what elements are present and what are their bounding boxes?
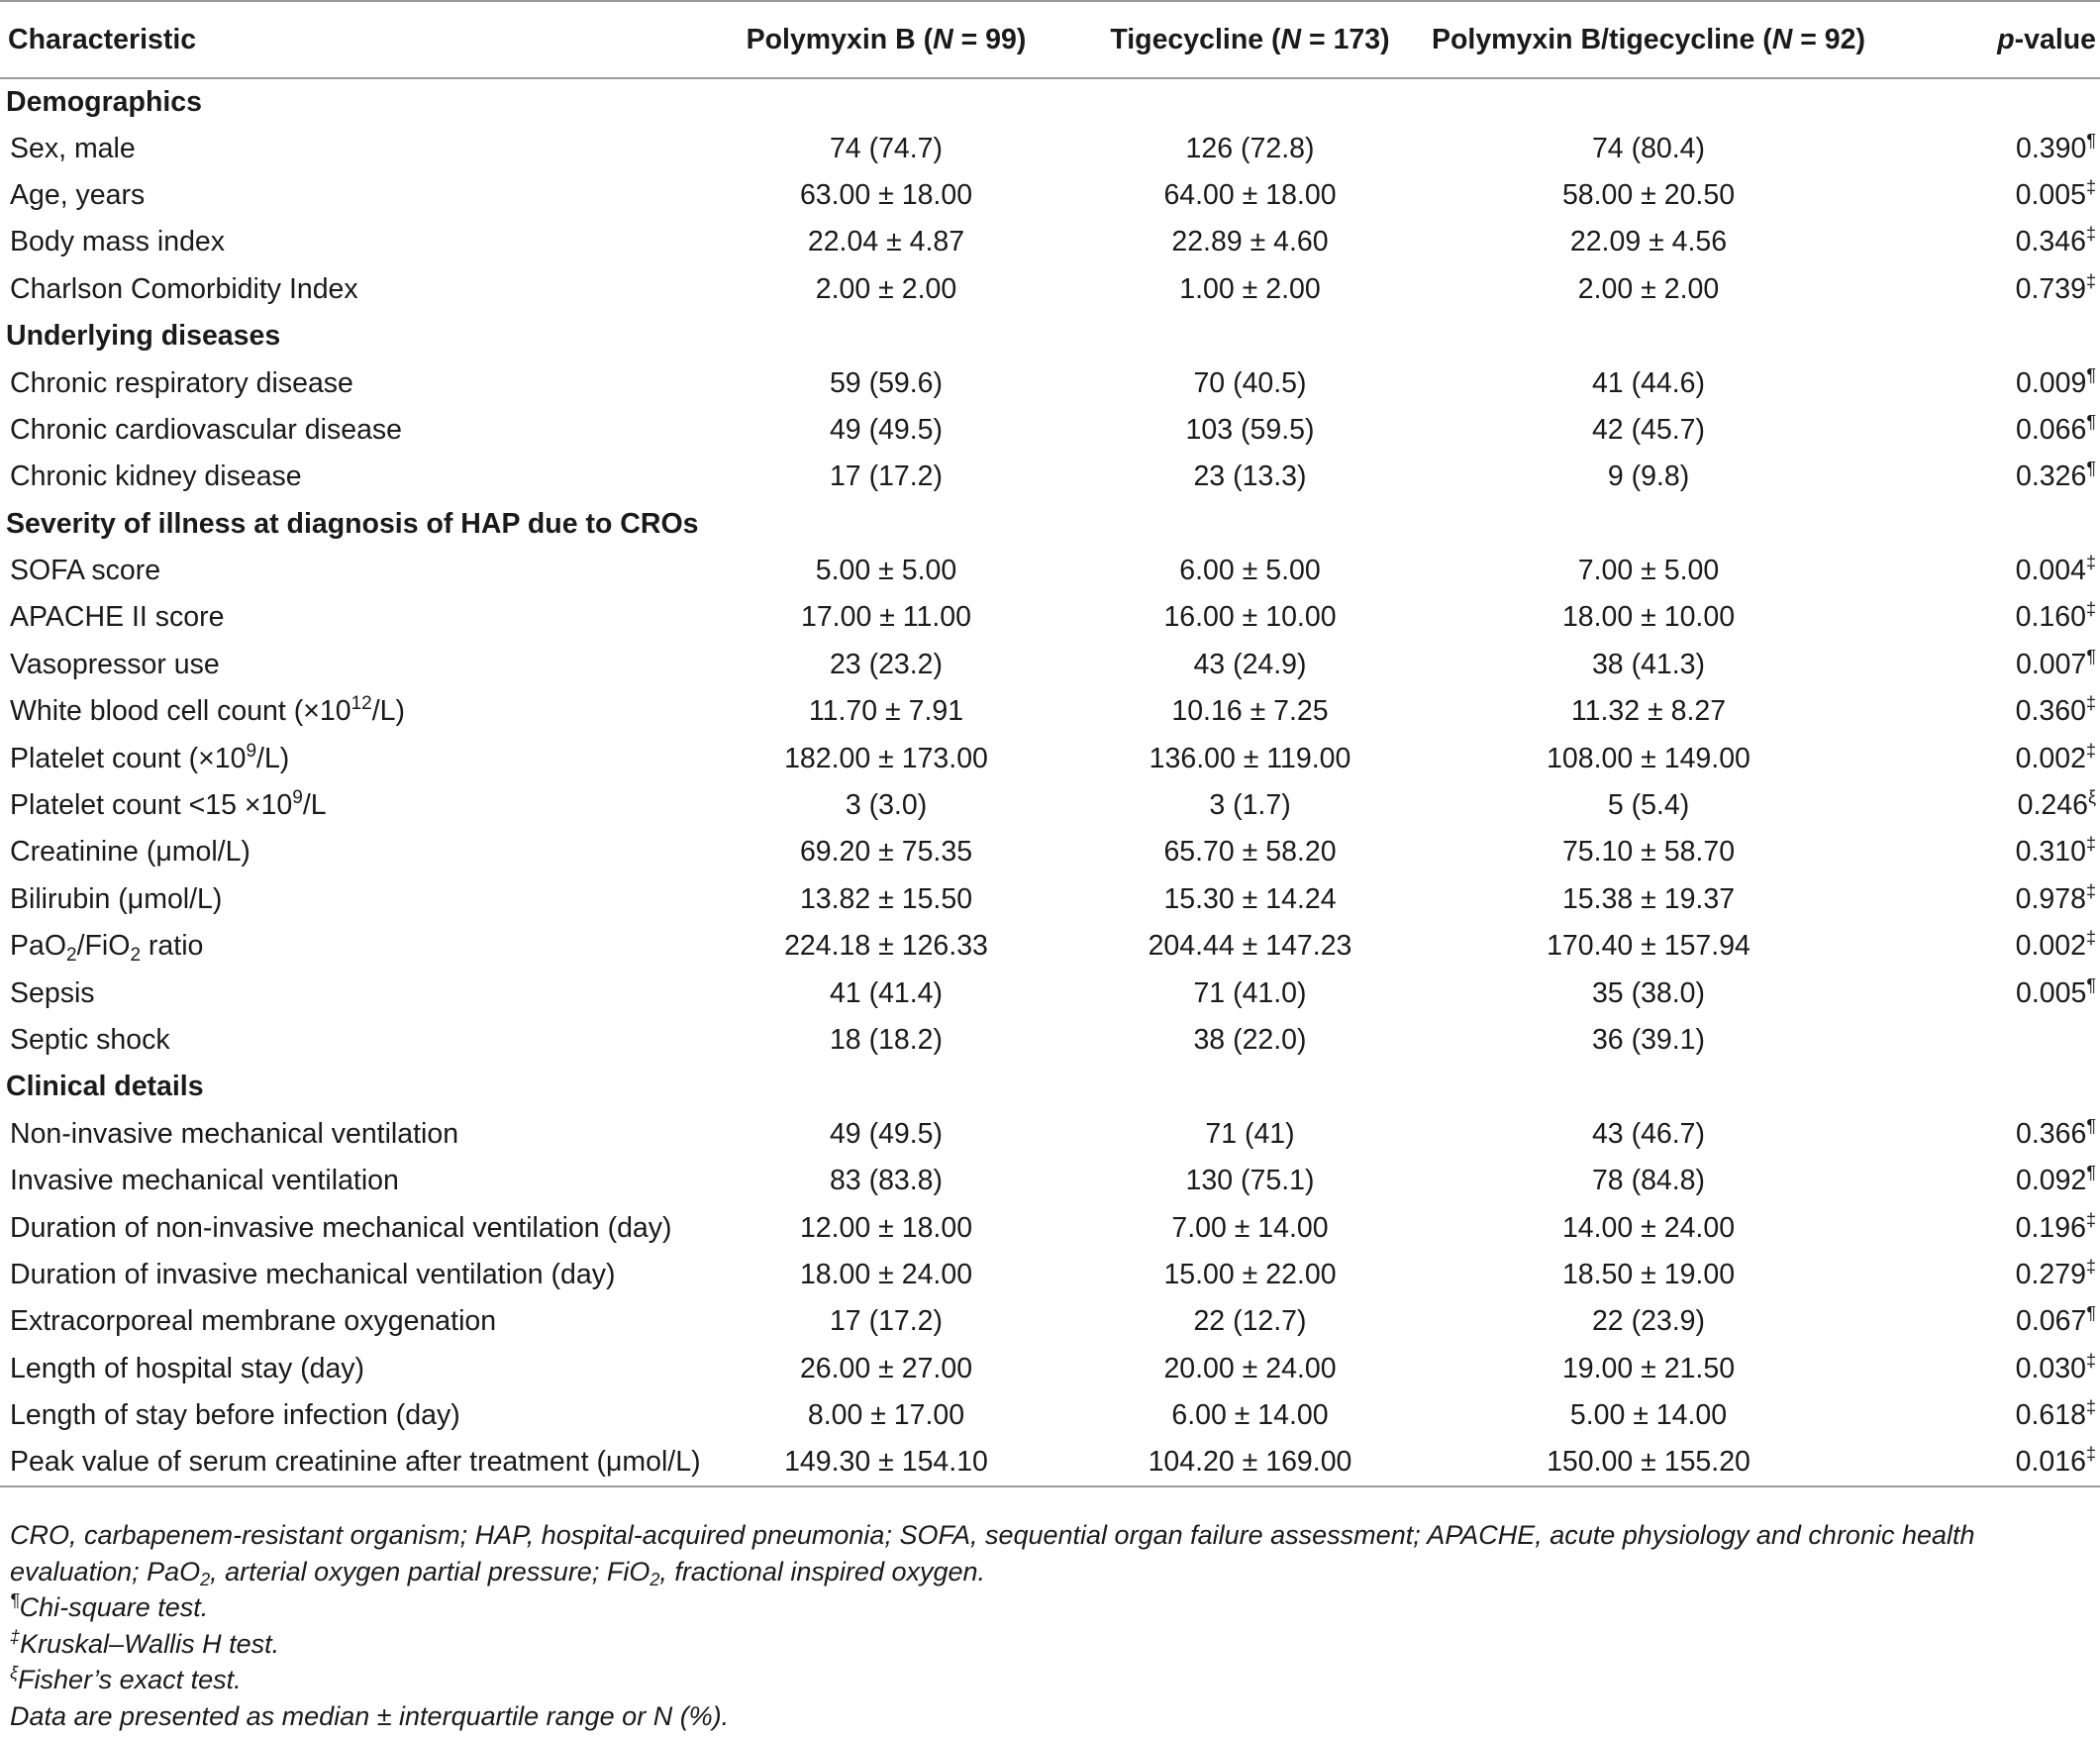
cell-p-value [1871, 1017, 2100, 1064]
cell-combination: 11.32 ± 8.27 [1570, 695, 1727, 728]
p-value-text: 0.092 [2016, 1165, 2087, 1197]
row-label: Age, years [10, 178, 146, 211]
header-combination-n: 92 [1824, 23, 1856, 55]
p-value-text: 0.360 [2015, 695, 2086, 728]
cell-polymyxin-b: 13.82 ± 15.50 [799, 882, 973, 915]
footnote-mark: ¶ [2086, 1163, 2096, 1183]
cell-tigecycline: 64.00 ± 18.00 [1163, 178, 1337, 211]
footnote-subscript: 2 [200, 1569, 211, 1589]
footnote-mark: ‡ [2085, 928, 2096, 949]
footnote-mark: ‡ [2085, 880, 2096, 901]
footnote-mark: ξ [10, 1663, 19, 1684]
cell-tigecycline: 130 (75.1) [1185, 1165, 1315, 1197]
cell-combination: 22.09 ± 4.56 [1569, 226, 1728, 258]
p-value-text: 0.030 [2015, 1352, 2086, 1384]
cell-combination: 42 (45.7) [1591, 413, 1706, 446]
cell-combination: 5 (5.4) [1607, 789, 1690, 822]
cell-p-value [1871, 1158, 2100, 1204]
cell-polymyxin-b: 11.70 ± 7.91 [808, 695, 964, 728]
cell-polymyxin-b: 8.00 ± 17.00 [807, 1399, 965, 1432]
cell-p-value [1871, 1298, 2100, 1345]
footnote-mark: ‡ [2085, 1350, 2096, 1371]
footnote-data-note: Data are presented as median ± interquartile range or N (%). [10, 1700, 730, 1731]
footnote-mark: ‡ [2085, 176, 2096, 197]
row-label: Septic shock [10, 1024, 170, 1056]
n-symbol: N [1280, 23, 1302, 55]
table-row [0, 125, 2100, 171]
p-value-text: 0.005 [2016, 976, 2087, 1009]
label-text: White blood cell count (×10 [10, 695, 351, 728]
label-text: Platelet count (×10 [10, 742, 247, 774]
cell-combination: 75.10 ± 58.70 [1561, 836, 1736, 869]
footnote-kruskal [10, 1626, 2094, 1663]
cell-p-value [1871, 1252, 2100, 1298]
cell-polymyxin-b: 182.00 ± 173.00 [784, 742, 988, 774]
cell-combination: 2.00 ± 2.00 [1577, 272, 1720, 305]
cell-tigecycline: 104.20 ± 169.00 [1074, 1439, 1426, 1485]
p-value-text: 0.618 [2015, 1399, 2086, 1432]
cell-p-value [1871, 454, 2100, 500]
row-label: Creatinine (μmol/L) [10, 836, 250, 869]
footnote-chi-square [10, 1589, 2094, 1626]
cell-polymyxin-b: 41 (41.4) [829, 976, 944, 1009]
p-value-text: 0.007 [2016, 648, 2087, 680]
cell-combination: 18.50 ± 19.00 [1561, 1258, 1736, 1290]
header-row [0, 1, 2100, 78]
row-label: Length of hospital stay (day) [10, 1352, 365, 1384]
cell-tigecycline: 70 (40.5) [1193, 366, 1307, 399]
row-label: APACHE II score [10, 601, 225, 634]
table-row [0, 923, 2100, 970]
footnote-mark: ¶ [2086, 974, 2096, 995]
cell-polymyxin-b: 23 (23.2) [829, 648, 944, 680]
cell-polymyxin-b: 18.00 ± 24.00 [799, 1258, 973, 1290]
cell-tigecycline: 3 (1.7) [1209, 789, 1291, 822]
cell-p-value [1871, 1439, 2100, 1485]
table-row [0, 172, 2100, 219]
section-row [0, 313, 2100, 359]
cell-combination: 36 (39.1) [1591, 1024, 1706, 1056]
cell-combination: 170.40 ± 157.94 [1547, 930, 1750, 963]
p-value-text: 0.016 [2015, 1446, 2086, 1479]
p-value-text: 0.326 [2016, 460, 2087, 493]
cell-tigecycline: 6.00 ± 14.00 [1171, 1399, 1329, 1432]
cell-combination: 58.00 ± 20.50 [1561, 178, 1736, 211]
header-combination-name: Polymyxin B/tigecycline [1432, 23, 1755, 55]
label-subscript: 2 [130, 945, 142, 967]
n-symbol: N [1771, 23, 1793, 55]
row-label: SOFA score [10, 555, 161, 587]
cell-polymyxin-b: 17 (17.2) [829, 460, 944, 493]
header-p-value [1871, 1, 2100, 78]
footnote-mark: ‡ [2085, 599, 2096, 620]
cell-combination: 150.00 ± 155.20 [1426, 1439, 1871, 1485]
label-text: Platelet count <15 ×10 [10, 789, 293, 822]
cell-combination: 5.00 ± 14.00 [1569, 1399, 1728, 1432]
cell-p-value [1871, 970, 2100, 1016]
cell-p-value [1871, 829, 2100, 875]
footnote-mark: ‡ [2085, 270, 2096, 291]
cell-p-value [1871, 1111, 2100, 1158]
footnote-text: , arterial oxygen partial pressure; FiO [210, 1556, 650, 1586]
p-italic: p [1997, 23, 2015, 55]
label-text: ratio [141, 930, 204, 963]
cell-polymyxin-b: 59 (59.6) [829, 366, 944, 399]
p-value-text: 0.978 [2015, 882, 2086, 915]
cell-polymyxin-b: 74 (74.7) [829, 132, 944, 164]
cell-polymyxin-b: 5.00 ± 5.00 [815, 555, 957, 587]
footnote-mark: ¶ [10, 1590, 20, 1611]
p-value-text: 0.390 [2016, 132, 2087, 164]
cell-polymyxin-b: 224.18 ± 126.33 [784, 930, 988, 963]
footnote-mark: ‡ [2085, 553, 2096, 573]
p-value-text: 0.002 [2015, 930, 2086, 963]
header-characteristic: Characteristic [0, 1, 698, 78]
cell-polymyxin-b: 26.00 ± 27.00 [799, 1352, 973, 1384]
footnote-text: Fisher’s exact test. [18, 1665, 242, 1695]
row-label: Chronic cardiovascular disease [10, 413, 403, 446]
label-exponent: 12 [350, 693, 372, 715]
cell-polymyxin-b: 49 (49.5) [829, 1117, 944, 1150]
table-row [0, 1439, 2100, 1485]
cell-p-value [1871, 642, 2100, 688]
cell-p-value [1871, 923, 2100, 970]
cell-combination: 19.00 ± 21.50 [1561, 1352, 1736, 1384]
table-row [0, 1392, 2100, 1439]
table-row [0, 407, 2100, 454]
cell-p-value [1871, 1392, 2100, 1439]
table-row [0, 1252, 2100, 1298]
footnote-mark: ‡ [2085, 740, 2096, 761]
footnote-mark: ‡ [2085, 1444, 2096, 1465]
p-value-text: 0.004 [2015, 555, 2086, 587]
table-row [0, 1158, 2100, 1204]
header-polymyxin-b-name: Polymyxin B [746, 23, 916, 55]
footnote-mark: ‡ [2085, 1256, 2096, 1277]
cell-tigecycline: 65.70 ± 58.20 [1163, 836, 1337, 869]
footnote-mark: ¶ [2086, 646, 2096, 666]
footnote-text: CRO, carbapenem-resistant organism; HAP, hospital-acquired pneumonia; SOFA, sequential organ failure assessment; APACHE, acute physiology and chronic health evaluation; PaO [10, 1520, 1975, 1586]
cell-p-value [1871, 735, 2100, 781]
table-row [0, 782, 2100, 829]
cell-tigecycline: 43 (24.9) [1193, 648, 1307, 680]
cell-combination: 38 (41.3) [1591, 648, 1706, 680]
cell-p-value [1871, 782, 2100, 829]
cell-combination: 43 (46.7) [1591, 1117, 1706, 1150]
cell-polymyxin-b: 12.00 ± 18.00 [799, 1211, 973, 1244]
section-row [0, 501, 2100, 548]
cell-polymyxin-b: 3 (3.0) [845, 789, 928, 822]
cell-polymyxin-b: 63.00 ± 18.00 [799, 178, 973, 211]
table-row [0, 1204, 2100, 1251]
label-text: /FiO [76, 930, 131, 963]
table-row [0, 548, 2100, 594]
cell-polymyxin-b: 83 (83.8) [829, 1165, 944, 1197]
footnote-fisher [10, 1662, 2094, 1698]
table-row [0, 1346, 2100, 1392]
row-label: Duration of non-invasive mechanical ventilation (day) [10, 1211, 672, 1244]
cell-combination: 74 (80.4) [1591, 132, 1706, 164]
table-row [0, 594, 2100, 641]
table-row [0, 266, 2100, 313]
label-text: /L [302, 789, 327, 822]
cell-combination: 15.38 ± 19.37 [1561, 882, 1736, 915]
section-severity: Severity of illness at diagnosis of HAP due to CROs [6, 507, 699, 540]
table-row [0, 688, 2100, 735]
header-tigecycline-n: 173 [1333, 23, 1381, 55]
header-tigecycline: Tigecycline (N = 173) [1074, 1, 1426, 78]
footnote-mark: ξ [2087, 787, 2096, 808]
cell-tigecycline: 38 (22.0) [1193, 1024, 1307, 1056]
cell-combination: 108.00 ± 149.00 [1547, 742, 1750, 774]
cell-polymyxin-b: 17.00 ± 11.00 [800, 601, 971, 634]
section-demographics: Demographics [6, 85, 202, 118]
cell-tigecycline: 15.30 ± 14.24 [1163, 882, 1337, 915]
row-label: Length of stay before infection (day) [10, 1399, 460, 1432]
footnote-subscript: 2 [650, 1569, 660, 1589]
cell-combination: 7.00 ± 5.00 [1577, 555, 1720, 587]
footnote-mark: ‡ [10, 1626, 21, 1647]
cell-combination: 35 (38.0) [1591, 976, 1706, 1009]
cell-combination: 9 (9.8) [1607, 460, 1690, 493]
cell-tigecycline: 22.89 ± 4.60 [1171, 226, 1329, 258]
row-label [0, 735, 698, 781]
p-value-text: 0.067 [2016, 1305, 2087, 1338]
section-row [0, 1064, 2100, 1110]
p-value-text: 0.160 [2015, 601, 2086, 634]
row-label [0, 782, 698, 829]
footnote-mark: ‡ [2085, 834, 2096, 855]
table-row [0, 1017, 2100, 1064]
footnote-mark: ‡ [2085, 224, 2096, 245]
label-text: /L) [256, 742, 290, 774]
footnote-mark: ¶ [2086, 1303, 2096, 1324]
cell-tigecycline: 15.00 ± 22.00 [1163, 1258, 1337, 1290]
cell-tigecycline: 10.16 ± 7.25 [1171, 695, 1329, 728]
footnote-mark: ¶ [2086, 411, 2096, 432]
cell-tigecycline: 6.00 ± 5.00 [1179, 555, 1321, 587]
table-footnotes [10, 1517, 2094, 1735]
section-clinical-details: Clinical details [6, 1071, 204, 1103]
table-row [0, 876, 2100, 923]
footnote-mark: ‡ [2085, 1397, 2096, 1418]
cell-tigecycline: 16.00 ± 10.00 [1163, 601, 1337, 634]
table-row [0, 970, 2100, 1016]
cell-p-value [1871, 876, 2100, 923]
table-row [0, 642, 2100, 688]
cell-tigecycline: 71 (41.0) [1193, 976, 1307, 1009]
cell-tigecycline: 71 (41) [1205, 1117, 1295, 1150]
p-value-text: 0.739 [2015, 272, 2086, 305]
cell-tigecycline: 136.00 ± 119.00 [1149, 742, 1351, 774]
header-combination: Polymyxin B/tigecycline (N = 92) [1426, 1, 1871, 78]
row-label: Extracorporeal membrane oxygenation [10, 1305, 497, 1338]
footnote-mark: ‡ [2085, 693, 2096, 714]
p-value-text: 0.279 [2015, 1258, 2086, 1290]
p-value-text: 0.310 [2015, 836, 2086, 869]
p-value-text: 0.246 [2017, 789, 2088, 822]
footnote-mark: ¶ [2086, 1115, 2096, 1136]
cell-tigecycline: 1.00 ± 2.00 [1179, 272, 1321, 305]
footnote-mark: ¶ [2086, 364, 2096, 385]
label-exponent: 9 [292, 787, 303, 809]
footnote-text: Chi-square test. [19, 1592, 209, 1623]
row-label [0, 923, 698, 970]
cell-p-value [1871, 359, 2100, 406]
cell-polymyxin-b: 2.00 ± 2.00 [815, 272, 957, 305]
header-tigecycline-name: Tigecycline [1110, 23, 1264, 55]
row-label: Vasopressor use [10, 648, 220, 680]
cell-p-value [1871, 172, 2100, 219]
table-row [0, 1298, 2100, 1345]
cell-p-value [1871, 594, 2100, 641]
footnote-mark: ¶ [2086, 459, 2096, 479]
row-label: Charlson Comorbidity Index [10, 272, 358, 305]
cell-polymyxin-b: 149.30 ± 154.10 [698, 1439, 1074, 1485]
cell-combination: 14.00 ± 24.00 [1561, 1211, 1736, 1244]
row-label: Invasive mechanical ventilation [10, 1165, 399, 1197]
footnote-mark: ‡ [2085, 1209, 2096, 1230]
cell-tigecycline: 23 (13.3) [1193, 460, 1307, 493]
p-value-text: 0.366 [2016, 1117, 2087, 1150]
cell-polymyxin-b: 17 (17.2) [829, 1305, 944, 1338]
section-underlying-diseases: Underlying diseases [6, 320, 281, 353]
table-row [0, 219, 2100, 265]
label-text: /L) [371, 695, 405, 728]
p-value-text: 0.002 [2015, 742, 2086, 774]
cell-polymyxin-b: 18 (18.2) [829, 1024, 944, 1056]
p-value-text: 0.066 [2016, 413, 2087, 446]
cell-combination: 18.00 ± 10.00 [1561, 601, 1736, 634]
section-row [0, 78, 2100, 125]
cell-p-value [1871, 219, 2100, 265]
table-row [0, 1111, 2100, 1158]
cell-tigecycline: 20.00 ± 24.00 [1163, 1352, 1337, 1384]
cell-p-value [1871, 688, 2100, 735]
p-rest: -value [2014, 23, 2096, 55]
cell-p-value [1871, 407, 2100, 454]
cell-tigecycline: 103 (59.5) [1185, 413, 1315, 446]
row-label: Non-invasive mechanical ventilation [10, 1117, 459, 1150]
header-polymyxin-b-n: 99 [985, 23, 1017, 55]
cell-polymyxin-b: 49 (49.5) [829, 413, 944, 446]
p-value-text: 0.005 [2015, 178, 2086, 211]
p-value-text: 0.009 [2016, 366, 2087, 399]
cell-p-value [1871, 125, 2100, 171]
table-row [0, 359, 2100, 406]
row-label: Body mass index [10, 226, 226, 258]
row-label: Sex, male [10, 132, 136, 164]
row-label: Duration of invasive mechanical ventilation (day) [10, 1258, 616, 1290]
p-value-text: 0.346 [2015, 226, 2086, 258]
n-symbol: N [933, 23, 953, 55]
table-row [0, 454, 2100, 500]
cell-tigecycline: 126 (72.8) [1185, 132, 1315, 164]
row-label: Chronic respiratory disease [10, 366, 353, 399]
row-label: Sepsis [10, 976, 95, 1009]
footnote-mark: ¶ [2086, 130, 2096, 151]
label-exponent: 9 [246, 740, 257, 762]
cell-combination: 78 (84.8) [1591, 1165, 1706, 1197]
cell-p-value [1871, 548, 2100, 594]
cell-tigecycline: 204.44 ± 147.23 [1148, 930, 1352, 963]
table-row [0, 829, 2100, 875]
cell-tigecycline: 22 (12.7) [1193, 1305, 1307, 1338]
footnote-abbreviations [10, 1517, 2094, 1589]
cell-p-value [1871, 266, 2100, 313]
cell-polymyxin-b: 22.04 ± 4.87 [807, 226, 965, 258]
p-value-text: 0.196 [2015, 1211, 2086, 1244]
row-label: Bilirubin (μmol/L) [10, 882, 223, 915]
row-label: Chronic kidney disease [10, 460, 302, 493]
cell-combination: 41 (44.6) [1591, 366, 1706, 399]
row-label: Peak value of serum creatinine after treatment (μmol/L) [0, 1439, 698, 1485]
label-text: PaO [10, 930, 67, 963]
footnote-text: , fractional inspired oxygen. [659, 1556, 986, 1586]
cell-combination: 22 (23.9) [1591, 1305, 1706, 1338]
cell-p-value [1871, 1346, 2100, 1392]
cell-polymyxin-b: 69.20 ± 75.35 [799, 836, 973, 869]
label-subscript: 2 [66, 945, 77, 967]
footnote-text: Kruskal–Wallis H test. [20, 1628, 280, 1659]
cell-p-value [1871, 1204, 2100, 1251]
table-row [0, 735, 2100, 781]
cell-tigecycline: 7.00 ± 14.00 [1171, 1211, 1329, 1244]
row-label [0, 688, 698, 735]
header-polymyxin-b: Polymyxin B (N = 99) [698, 1, 1074, 78]
